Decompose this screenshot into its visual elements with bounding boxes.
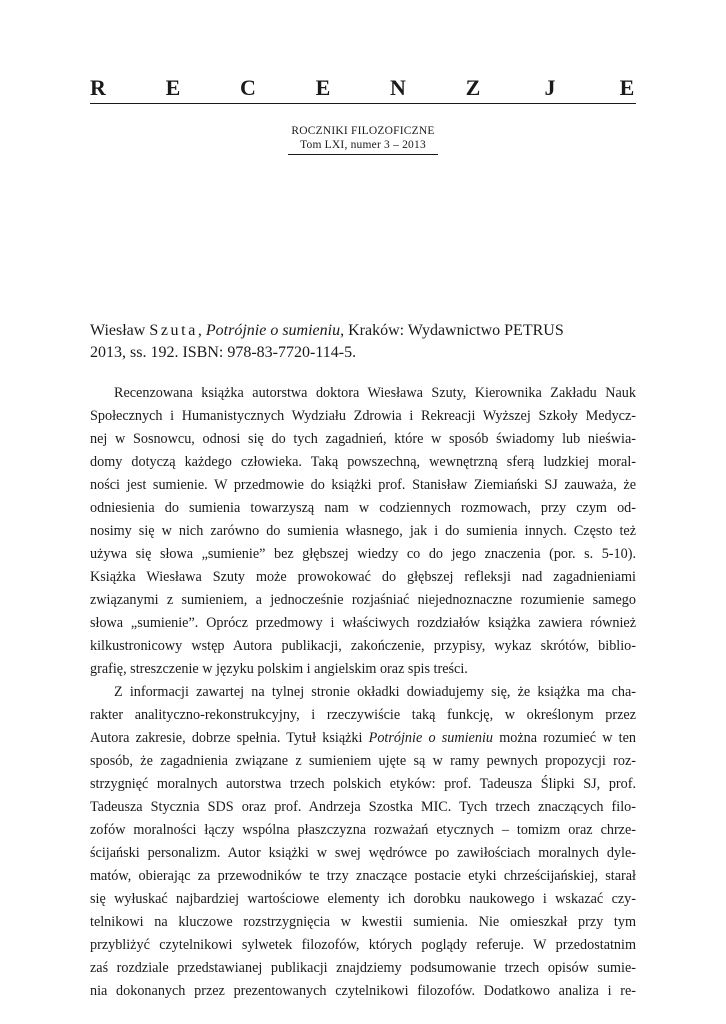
body-line: się wyłuskać najbardziej wartościowe elementy ich dorobku naukowego i wskazać czy- (90, 891, 636, 907)
journal-rule (288, 154, 438, 155)
section-title (90, 74, 636, 102)
body-line: grafię, streszczenie w języku polskim i angielskim oraz spis treści. (90, 661, 468, 677)
book-title: Potrójnie o sumieniu (205, 322, 341, 339)
body-line: nia dokonanych przez prezentowanych czytelnikowi filozofów. Dodatkowo analiza i re- (90, 983, 636, 999)
body-line: ścijański personalizm. Autor książki w swej wędrówce po zawiłościach moralnych dyle- (90, 845, 636, 861)
section-title-letter: J (544, 75, 556, 100)
citation-line: 2013, ss. 192. ISBN: 978-83-7720-114-5. (90, 344, 357, 361)
section-title-letter: C (240, 75, 256, 100)
journal-name: ROCZNIKI FILOZOFICZNE (291, 125, 435, 137)
body-line: Książka Wiesława Szuty może prowokować do głębszej refleksji nad zagadnieniami (90, 569, 636, 585)
body-line: strzygnięć moralnych autorstwa trzech polskich etyków: prof. Tadeusza Ślipki SJ, prof. (90, 776, 636, 792)
author-last-name: Szuta (149, 322, 198, 339)
body-line: zaś rozdziale przedstawianej publikacji znajdziemy podsumowanie trzech opisów sumie- (90, 960, 636, 976)
body-line: zofów moralności łączy wspólna płaszczyzna rozważań etycznych – tomizm oraz chrze- (90, 822, 636, 838)
book-title-inline: Potrójnie o sumieniu (368, 730, 493, 746)
volume-info: Tom LXI, numer 3 – 2013 (300, 139, 426, 151)
title-rule (90, 103, 636, 104)
author-first-name: Wiesław (90, 322, 146, 339)
body-line: Tadeusza Stycznia SDS oraz prof. Andrzeja Szostka MIC. Tych trzech znaczących filo- (90, 799, 636, 815)
body-line: ności jest sumienie. W przedmowie do książki prof. Stanisław Ziemiański SJ zauważa, że (90, 477, 636, 493)
body-line: słowa „sumienie”. Oprócz przedmowy i właściwych rozdziałów książka zawiera również (90, 615, 636, 631)
body-line: matów, obierając za przewodników te trzy znaczące postacie etyki chrześcijańskiej, starał (90, 868, 636, 884)
body-line: nosimy się w nich zarówno do sumienia własnego, jak i do sumienia innych. Często też (90, 523, 636, 539)
body-line: sposób, że zagadnienia związane z sumieniem ujęte są w ramy pewnych propozycji roz- (90, 753, 636, 769)
section-title-letter: N (390, 75, 406, 100)
body-line: związanymi z sumieniem, a jednocześnie rozjaśniać niejednoznaczne rozumienie samego (90, 592, 636, 608)
section-title-letter: E (165, 75, 181, 100)
body-text: można rozumieć w ten (492, 730, 636, 746)
citation-line (90, 321, 636, 341)
body-line: Społecznych i Humanistycznych Wydziału Zdrowia i Rekreacji Wyższej Szkoły Medycz- (90, 408, 636, 424)
body-line: telnikowi na kluczowe rozstrzygnięcia w kwestii sumienia. Nie omieszkał przy tym (90, 914, 636, 930)
body-line: używa się słowa „sumienie” bez głębszej wiedzy co do jego znaczenia (por. s. 5-10). (90, 546, 636, 562)
body-line: domy dotyczą każdego człowieka. Taką powszechną, wewnętrzną sferą ludzkiej moral- (90, 454, 636, 470)
body-line: Z informacji zawartej na tylnej stronie okładki dowiadujemy się, że książka ma cha- (114, 684, 636, 700)
section-title-letter: E (619, 75, 635, 100)
body-text: Autora zakresie, dobrze spełnia. Tytuł książki (90, 730, 369, 746)
body-line: rakter analityczno-rekonstrukcyjny, i rzeczywiście taką funkcję, w określonym przez (90, 707, 636, 723)
section-title-letter: R (90, 75, 106, 100)
body-line (90, 729, 636, 747)
citation-publisher: , Kraków: Wydawnictwo PETRUS (340, 322, 564, 339)
body-line: kilkustronicowy wstęp Autora publikacji, zakończenie, przypisy, wykaz skrótów, biblio- (90, 638, 636, 654)
body-line: odniesienia do sumienia towarzyszą nam w codziennych rozmowach, przy czym od- (90, 500, 636, 516)
citation-separator: , (197, 322, 202, 339)
body-line: Recenzowana książka autorstwa doktora Wiesława Szuty, Kierownika Zakładu Nauk (114, 385, 636, 401)
section-title-letter: Z (465, 75, 481, 100)
body-line: nej w Sosnowcu, odnosi się do tych zagadnień, które w sposób świadomy lub nieświa- (90, 431, 636, 447)
section-title-letter: E (315, 75, 331, 100)
body-line: przybliżyć czytelnikowi sylwetek filozofów, których poglądy referuje. W przedostatnim (90, 937, 636, 953)
